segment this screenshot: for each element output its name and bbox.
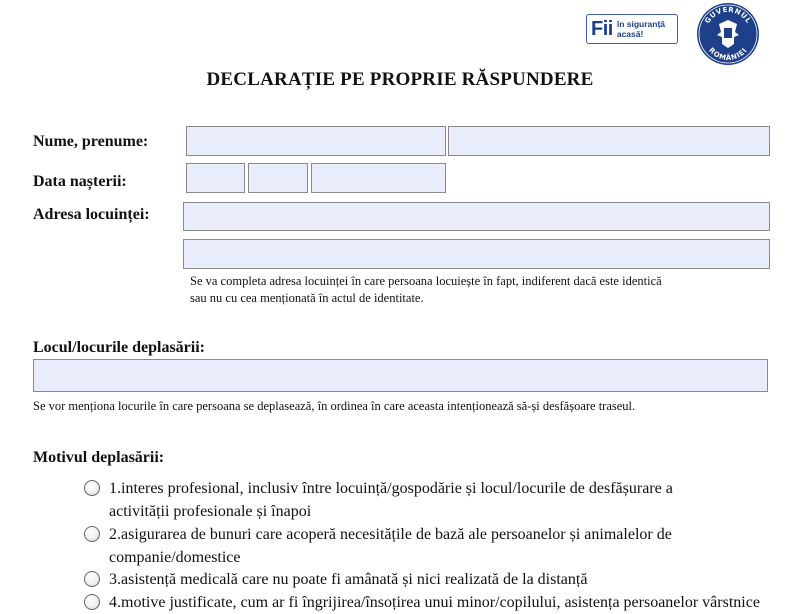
reason-2-text	[109, 523, 789, 569]
seal-top-text: GUVERNUL	[703, 5, 753, 26]
badge-small-text	[617, 19, 665, 39]
reason-2-line-2: companie/domestice	[109, 549, 241, 566]
birth-day-input[interactable]	[186, 163, 245, 193]
address-note-line-1: Se va completa adresa locuinței în care persoana locuiește în fapt, indiferent dacă este identică	[190, 274, 662, 288]
reason-label: Motivul deplasării:	[33, 449, 165, 466]
last-name-input[interactable]	[186, 126, 446, 156]
address-note	[190, 273, 662, 307]
first-name-input[interactable]	[448, 126, 770, 156]
reason-2-line-1: 2.asigurarea de bunuri care acoperă necesitățile de bază ale persoanelor și animalelor de	[109, 526, 672, 543]
reason-1-radio[interactable]	[84, 480, 100, 496]
reason-1-line-1: 1.interes profesional, inclusiv între locuință/gospodărie și locul/locurile de desfășurare a	[109, 480, 673, 497]
badge-line-2: acasă!	[616, 29, 644, 39]
address-note-line-2: sau nu cu cea menționată în actul de identitate.	[190, 291, 424, 305]
reason-1-line-2: activității profesionale și înapoi	[109, 503, 312, 520]
reason-3-text: 3.asistență medicală care nu poate fi amânată și nici realizată de la distanță	[109, 571, 588, 588]
badge-big-text: Fii	[591, 17, 613, 40]
reason-2-radio[interactable]	[84, 526, 100, 542]
birth-year-input[interactable]	[311, 163, 446, 193]
reason-1-text	[109, 477, 789, 523]
birth-date-label: Data nașterii:	[33, 173, 127, 190]
places-input[interactable]	[33, 359, 768, 392]
seal-bottom-text: ROMÂNIEI	[707, 46, 749, 63]
address-input-line-2[interactable]	[183, 239, 770, 269]
birth-month-input[interactable]	[248, 163, 308, 193]
page-title: DECLARAȚIE PE PROPRIE RĂSPUNDERE	[206, 69, 594, 90]
reason-4-radio[interactable]	[84, 594, 100, 610]
name-label: Nume, prenume:	[33, 133, 149, 150]
places-note: Se vor menționa locurile în care persoana se deplasează, în ordinea în care aceasta intenționează să-și desfășoare traseul.	[33, 399, 636, 413]
government-seal-icon	[694, 0, 762, 66]
badge-line-1: în siguranță	[616, 19, 666, 29]
address-input-line-1[interactable]	[183, 202, 770, 231]
places-label: Locul/locurile deplasării:	[33, 339, 205, 356]
reason-4-text: 4.motive justificate, cum ar fi îngrijirea/însoțirea unui minor/copilului, asistența persoanelor vârstnice	[109, 594, 760, 611]
address-label: Adresa locuinței:	[33, 206, 150, 223]
safe-at-home-badge	[586, 14, 678, 44]
reason-3-radio[interactable]	[84, 571, 100, 587]
